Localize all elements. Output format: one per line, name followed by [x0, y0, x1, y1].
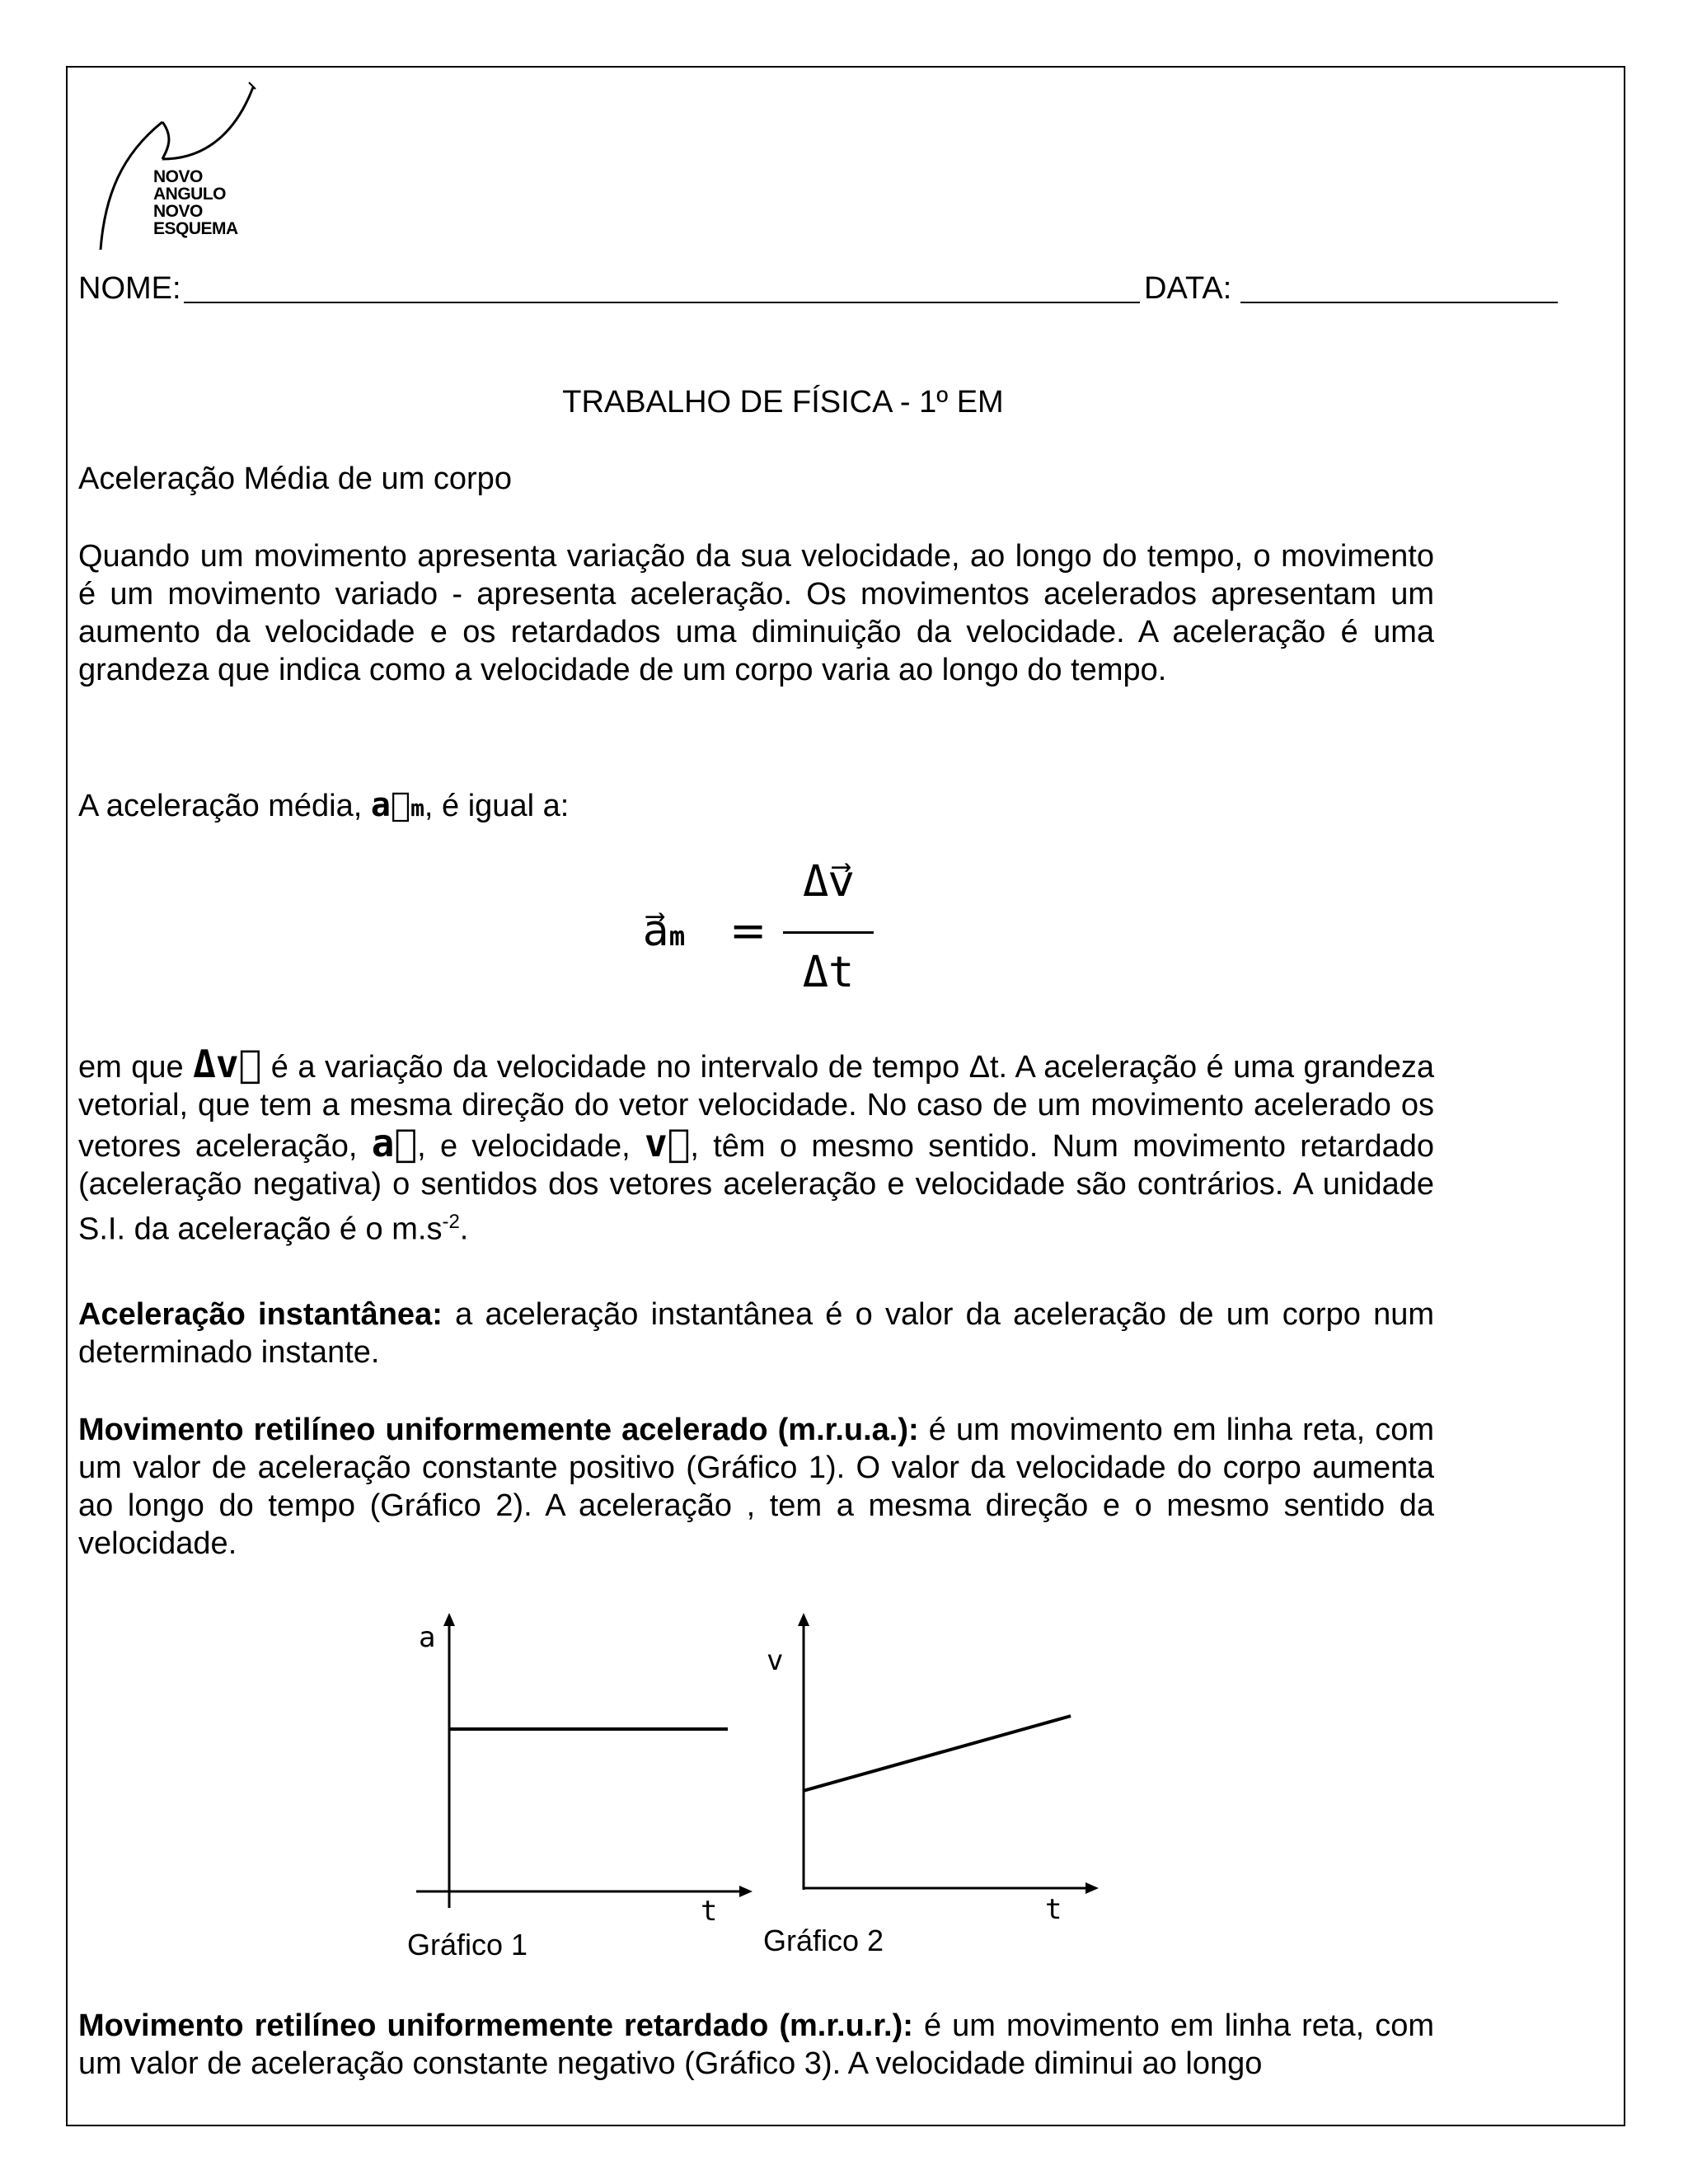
mrur-paragraph: [78, 2007, 1434, 2083]
chart-2-y-arrow: [798, 1613, 809, 1626]
date-label: DATA:: [1144, 271, 1232, 306]
chart-1-xlabel: t: [701, 1895, 718, 1928]
name-field[interactable]: [184, 302, 1140, 303]
chart-1-caption: Gráfico 1: [407, 1928, 528, 1961]
chart-1-ylabel: a: [419, 1621, 436, 1654]
mrur-term: Movimento retilíneo uniformemente retardado (m.r.u.r.):: [78, 2008, 913, 2043]
vector-text-4: , têm o mesmo sentido. Num movimento retardado (aceleração negativa) o sentidos dos vetores aceleração e velocidade são contrários. A unidade S.I. da aceleração é o m.s: [78, 1129, 1434, 1247]
delta-v-symbol: Δv⃗: [193, 1042, 262, 1086]
vector-text-3: , e velocidade,: [417, 1129, 631, 1164]
logo-wordmark: [153, 168, 238, 237]
mrua-term: Movimento retilíneo uniformemente acelerado (m.r.u.a.):: [78, 1413, 919, 1447]
vector-text-1: em que: [78, 1050, 184, 1085]
avg-accel-symbol-sub: m: [410, 794, 424, 822]
formula-denominator: Δt: [802, 948, 855, 997]
instant-accel-paragraph: [78, 1296, 1434, 1371]
vector-text-2: é a variação da velocidade no intervalo de tempo Δt. A aceleração é uma grandeza vetorial, que tem a mesma direção do vetor velocidade. No caso de um movimento acelerado os vetores aceleração,: [78, 1050, 1435, 1164]
avg-accel-symbol: a⃗: [370, 786, 411, 824]
avg-accel-suffix: , é igual a:: [424, 789, 570, 823]
formula-numerator: Δv⃗: [802, 857, 855, 907]
a-vector-symbol: a⃗: [371, 1121, 418, 1165]
formula-fraction-bar: [783, 931, 874, 934]
formula-lhs-symbol: a⃗: [643, 907, 669, 956]
mrua-paragraph: [78, 1411, 1434, 1563]
vector-paragraph: [78, 1042, 1435, 1249]
instant-accel-term: Aceleração instantânea:: [78, 1297, 443, 1332]
chart-2-caption: Gráfico 2: [763, 1924, 884, 1957]
formula-lhs: [643, 907, 685, 961]
chart-2-series-line: [804, 1716, 1071, 1791]
mrua-text: é um movimento em linha reta, com um valor de aceleração constante positivo (Gráfico 1). O valor da velocidade do corpo aumenta ao longo do tempo (Gráfico 2). A aceleração , tem a mesma direção e o mesmo sentido da velocidade.: [78, 1413, 1435, 1561]
chart-1: [408, 1611, 762, 1916]
section-heading: Aceleração Média de um corpo: [78, 462, 512, 496]
v-vector-symbol: v⃗: [644, 1121, 691, 1165]
avg-accel-sentence: [78, 786, 569, 827]
mrur-text: é um movimento em linha reta, com um valor de aceleração constante negativo (Gráfico 3). A velocidade diminui ao longo: [78, 2008, 1434, 2081]
intro-paragraph: Quando um movimento apresenta variação da sua velocidade, ao longo do tempo, o movimento é um movimento variado - apresenta aceleração. Os movimentos acelerados apresentam um aumento da velocidade e os retardados uma diminuição da velocidade. A aceleração é uma grandeza que indica como a velocidade de um corpo varia ao longo do tempo.: [78, 539, 1434, 687]
formula-equals: =: [729, 905, 767, 957]
avg-accel-prefix: A aceleração média,: [78, 789, 363, 823]
logo-line-2: ANGULO: [153, 185, 226, 204]
logo-line-1: NOVO: [153, 167, 203, 186]
chart-1-y-arrow: [443, 1613, 455, 1626]
avg-accel-formula: [643, 857, 890, 1005]
chart-2: [762, 1611, 1109, 1916]
instant-accel-text: a aceleração instantânea é o valor da aceleração de um corpo num determinado instante.: [78, 1297, 1434, 1370]
school-logo: [84, 81, 265, 254]
logo-line-4: ESQUEMA: [153, 219, 238, 238]
chart-2-xlabel: t: [1045, 1893, 1062, 1926]
chart-2-ylabel: v: [767, 1644, 784, 1677]
logo-line-3: NOVO: [153, 202, 203, 221]
formula-lhs-sub: m: [668, 921, 686, 952]
name-label: NOME:: [78, 271, 181, 306]
unit-exponent: -2: [442, 1211, 460, 1233]
page-title: TRABALHO DE FÍSICA - 1º EM: [562, 385, 1004, 419]
vector-text-end: .: [459, 1212, 469, 1247]
chart-1-x-arrow: [739, 1886, 753, 1897]
date-field[interactable]: [1240, 302, 1558, 303]
chart-2-x-arrow: [1085, 1882, 1099, 1894]
